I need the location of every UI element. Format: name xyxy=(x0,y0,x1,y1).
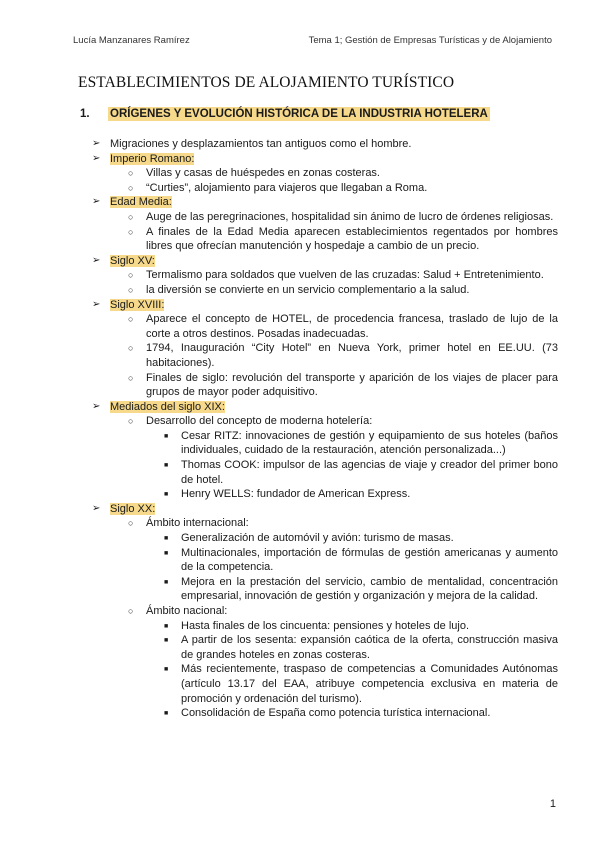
outline-item-level-3 xyxy=(0,458,558,487)
outline-item-level-2 xyxy=(0,283,558,298)
header-subject: Tema 1; Gestión de Empresas Turísticas y de Alojamiento xyxy=(308,35,552,46)
arrow-bullet-icon: ➢ xyxy=(92,254,101,266)
outline-item-level-3 xyxy=(0,619,558,634)
circle-bullet-icon: ○ xyxy=(128,226,134,237)
section-title: ORÍGENES Y EVOLUCIÓN HISTÓRICA DE LA INDUSTRIA HOTELERA xyxy=(110,108,488,120)
outline-item-level-2 xyxy=(0,225,558,254)
outline-item-level-3 xyxy=(0,531,558,546)
outline-item-level-1 xyxy=(0,502,558,517)
outline-item-text: Imperio Romano: xyxy=(110,152,195,165)
circle-bullet-icon: ○ xyxy=(128,284,134,295)
outline-item-text: A finales de la Edad Media aparecen establecimientos regentados por hombres libres que ofrecían manutención y hospedaje a cambio de un precio. xyxy=(146,225,558,253)
arrow-bullet-icon: ➢ xyxy=(92,138,101,149)
outline-item-text: Siglo XX: xyxy=(110,502,156,515)
outline-item-text: Auge de las peregrinaciones, hospitalidad sin ánimo de lucro de órdenes religiosas. xyxy=(146,210,554,223)
outline-item-level-3 xyxy=(0,662,558,706)
outline-item-level-2 xyxy=(0,516,558,531)
page-number: 1 xyxy=(549,798,556,810)
outline-item-level-3 xyxy=(0,546,558,575)
outline-item-text: Termalismo para soldados que vuelven de las cruzadas: Salud + Entretenimiento. xyxy=(146,269,544,282)
outline-item-level-2 xyxy=(0,181,558,196)
square-bullet-icon: ■ xyxy=(164,666,169,674)
circle-bullet-icon: ○ xyxy=(128,314,134,325)
outline-item-level-2 xyxy=(0,210,558,225)
outline-item-text: Siglo XV: xyxy=(110,254,155,267)
outline-item-level-3 xyxy=(0,575,558,604)
outline-item-text: Más recientemente, traspaso de competencias a Comunidades Autónomas (artículo 13.17 del EAA, atribuye competencia exclusiva en materia de promoción y ordenación del turismo). xyxy=(181,663,558,705)
circle-bullet-icon: ○ xyxy=(128,270,134,281)
outline-item-text: Ámbito nacional: xyxy=(146,605,228,617)
square-bullet-icon: ■ xyxy=(164,462,169,470)
outline-item-level-2 xyxy=(0,341,558,370)
outline-item-level-2 xyxy=(0,166,558,181)
outline-item-text: Consolidación de España como potencia turística internacional. xyxy=(181,707,491,720)
outline-item-level-1 xyxy=(0,298,558,313)
outline-item-level-2 xyxy=(0,371,558,400)
outline-item-level-1 xyxy=(0,254,558,269)
outline-item-level-2 xyxy=(0,604,558,619)
circle-bullet-icon: ○ xyxy=(128,182,134,193)
outline-item-text: Finales de siglo: revolución del transporte y aparición de los viajes de placer para grupos de mayor poder adquisitivo. xyxy=(146,371,558,399)
arrow-bullet-icon: ➢ xyxy=(92,502,101,514)
outline-item-level-3 xyxy=(0,633,558,662)
square-bullet-icon: ■ xyxy=(164,432,169,440)
circle-bullet-icon: ○ xyxy=(128,343,134,354)
square-bullet-icon: ■ xyxy=(164,491,169,499)
outline-item-text: A partir de los sesenta: expansión caótica de la oferta, construcción masiva de grandes hoteles en zonas costeras. xyxy=(181,634,558,661)
outline-item-level-2 xyxy=(0,414,558,429)
circle-bullet-icon: ○ xyxy=(128,416,134,427)
outline-item-text: Edad Media: xyxy=(110,196,172,209)
outline-item-level-2 xyxy=(0,312,558,341)
outline-item-text: Mediados del siglo XIX: xyxy=(110,400,225,413)
square-bullet-icon: ■ xyxy=(164,549,169,557)
outline-item-text: 1794, Inauguración “City Hotel” en Nueva York, primer hotel en EE.UU. (73 habitaciones). xyxy=(146,342,558,369)
outline-item-text: Villas y casas de huéspedes en zonas costeras. xyxy=(146,167,380,180)
outline-item-text: Multinacionales, importación de fórmulas de gestión americanas y aumento de la competencia. xyxy=(181,546,558,574)
outline-item-text: Thomas COOK: impulsor de las agencias de viaje y creador del primer bono de hotel. xyxy=(181,459,558,486)
outline-item-text: Desarrollo del concepto de moderna hotelería: xyxy=(146,415,373,428)
outline-item-text: Henry WELLS: fundador de American Express. xyxy=(181,488,411,501)
outline-item-text: Generalización de automóvil y avión: turismo de masas. xyxy=(181,532,454,545)
outline-item-level-3 xyxy=(0,706,558,721)
outline-item-text: Aparece el concepto de HOTEL, de procedencia francesa, traslado de lujo de la corte a otros destinos. Posadas inadecuadas. xyxy=(146,313,558,340)
outline-item-level-2 xyxy=(0,268,558,283)
outline-item-text: Siglo XVIII: xyxy=(110,298,165,311)
outline-item-text: la diversión se convierte en un servicio complementario a la salud. xyxy=(146,283,470,296)
arrow-bullet-icon: ➢ xyxy=(92,298,101,310)
arrow-bullet-icon: ➢ xyxy=(92,196,101,208)
outline-item-level-1 xyxy=(0,195,558,210)
outline-item-text: Ámbito internacional: xyxy=(146,517,249,530)
circle-bullet-icon: ○ xyxy=(128,211,134,222)
outline-item-level-1 xyxy=(0,400,558,415)
square-bullet-icon: ■ xyxy=(164,710,169,718)
outline-item-level-1 xyxy=(0,137,558,152)
header-author: Lucía Manzanares Ramírez xyxy=(73,35,190,46)
section-heading xyxy=(80,108,490,120)
circle-bullet-icon: ○ xyxy=(128,606,134,616)
arrow-bullet-icon: ➢ xyxy=(92,152,101,164)
circle-bullet-icon: ○ xyxy=(128,372,134,383)
outline-item-text: Cesar RITZ: innovaciones de gestión y equipamiento de sus hoteles (baños individuales, cuidado de la restauración, atención personalizada...) xyxy=(181,429,558,457)
square-bullet-icon: ■ xyxy=(164,637,169,645)
outline-item-text: Mejora en la prestación del servicio, cambio de mentalidad, concentración empresarial, innovación de gestión y organización y mejora de la calidad. xyxy=(181,575,558,603)
square-bullet-icon: ■ xyxy=(164,578,169,586)
circle-bullet-icon: ○ xyxy=(128,168,134,179)
outline-item-level-3 xyxy=(0,429,558,458)
document-title: ESTABLECIMIENTOS DE ALOJAMIENTO TURÍSTICO xyxy=(78,74,455,91)
section-number: 1. xyxy=(80,108,90,120)
outline-item-text: “Curties”, alojamiento para viajeros que llegaban a Roma. xyxy=(146,181,428,194)
outline-list xyxy=(0,137,600,721)
circle-bullet-icon: ○ xyxy=(128,518,134,529)
arrow-bullet-icon: ➢ xyxy=(92,400,101,412)
outline-item-level-3 xyxy=(0,487,558,502)
square-bullet-icon: ■ xyxy=(164,622,169,630)
outline-item-text: Hasta finales de los cincuenta: pensiones y hoteles de lujo. xyxy=(181,619,470,632)
square-bullet-icon: ■ xyxy=(164,535,169,543)
outline-item-level-1 xyxy=(0,152,558,167)
outline-item-text: Migraciones y desplazamientos tan antiguos como el hombre. xyxy=(110,138,412,150)
